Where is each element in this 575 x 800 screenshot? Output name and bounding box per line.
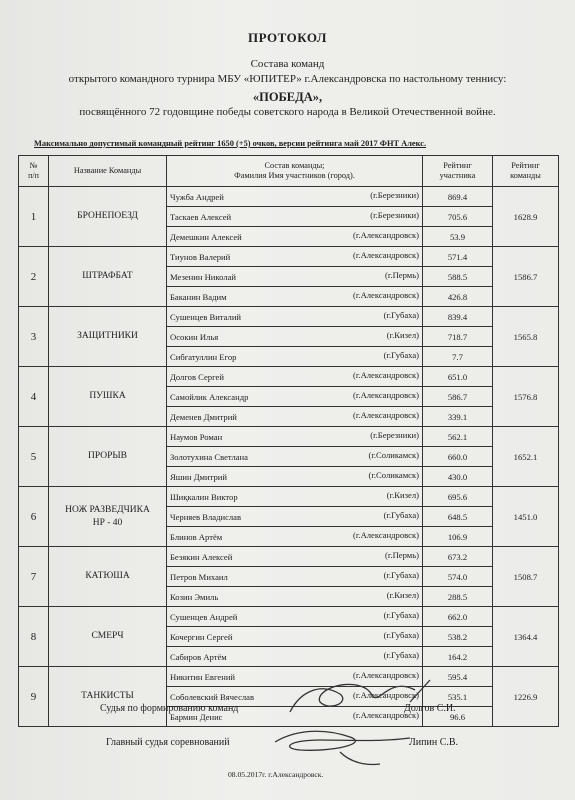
player-cell — [167, 567, 423, 587]
judge2-name: Липин С.В. — [409, 737, 459, 748]
player-city: (г.Александровск) — [353, 710, 419, 720]
player-name: Деменев Дмитрий — [170, 411, 237, 422]
player-cell — [167, 587, 423, 607]
player-cell — [167, 187, 423, 207]
player-cell — [167, 547, 423, 567]
player-cell — [167, 207, 423, 227]
player-name: Сибгатуллин Егор — [170, 351, 237, 362]
player-name: Долгов Сергей — [170, 371, 224, 382]
table-row — [19, 307, 559, 327]
player-cell — [167, 307, 423, 327]
player-cell — [167, 447, 423, 467]
team-number: 9 — [19, 667, 49, 727]
player-name: Мезенин Николай — [170, 271, 237, 282]
header-rating: Рейтинг участника — [423, 156, 493, 187]
tournament-line: открытого командного турнира МБУ «ЮПИТЕР» г.Александровска по настольному теннису: — [68, 73, 507, 85]
signature-1-icon — [280, 672, 450, 722]
player-name: Петров Михаил — [170, 571, 228, 582]
player-cell — [167, 267, 423, 287]
player-rating: 426.8 — [423, 287, 493, 307]
player-name: Шиқкалин Виктор — [170, 491, 238, 502]
player-name: Блинов Артём — [170, 531, 223, 542]
player-city: (г.Александровск) — [353, 690, 419, 700]
tournament-name: «ПОБЕДА», — [252, 90, 323, 104]
team-rating: 1508.7 — [493, 547, 559, 607]
player-rating: 562.1 — [423, 427, 493, 447]
player-name: Безякин Алексей — [170, 551, 233, 562]
judge1-label: Судья по формированию команд — [100, 703, 239, 714]
player-city: (г.Губаха) — [383, 510, 419, 520]
player-rating: 662.0 — [423, 607, 493, 627]
player-name: Чужба Андрей — [170, 191, 224, 202]
table-row — [19, 487, 559, 507]
header-team: Название Команды — [49, 156, 167, 187]
player-name: Кочергин Сергей — [170, 631, 233, 642]
player-city: (г.Пермь) — [385, 270, 419, 280]
player-rating: 339.1 — [423, 407, 493, 427]
signature-2-icon — [270, 722, 420, 770]
player-city: (г.Губаха) — [383, 350, 419, 360]
table-row — [19, 427, 559, 447]
player-rating: 695.6 — [423, 487, 493, 507]
player-cell — [167, 507, 423, 527]
player-city: (г.Александровск) — [353, 390, 419, 400]
subtitle-line: Состава команд — [250, 58, 325, 70]
player-name: Таскаев Алексей — [170, 211, 232, 222]
player-city: (г.Березники) — [370, 190, 419, 200]
player-rating: 164.2 — [423, 647, 493, 667]
team-rating: 1364.4 — [493, 607, 559, 667]
header-team-rating: Рейтинг команды — [493, 156, 559, 187]
team-rating: 1576.8 — [493, 367, 559, 427]
player-name: Золотухина Светлана — [170, 451, 248, 462]
rating-note: Максимально допустимый командный рейтинг 1650 (+5) очков, версии рейтинга май 2017 ФНТ Алекс. — [34, 139, 427, 148]
player-rating: 595.4 — [423, 667, 493, 687]
player-cell — [167, 367, 423, 387]
player-name: Яшин Дмитрий — [170, 471, 227, 482]
table-row — [19, 607, 559, 627]
player-cell — [167, 327, 423, 347]
player-rating: 869.4 — [423, 187, 493, 207]
document-title: ПРОТОКОЛ — [248, 30, 327, 45]
player-city: (г.Губаха) — [383, 310, 419, 320]
team-name: ТАНКИСТЫ — [49, 667, 167, 727]
player-city: (г.Александровск) — [353, 370, 419, 380]
player-cell — [167, 287, 423, 307]
player-city: (г.Александровск) — [353, 410, 419, 420]
judge2-label: Главный судья соревнований — [106, 737, 230, 748]
table-row — [19, 367, 559, 387]
player-rating: 718.7 — [423, 327, 493, 347]
team-rating: 1565.8 — [493, 307, 559, 367]
team-number: 5 — [19, 427, 49, 487]
player-cell — [167, 487, 423, 507]
player-name: Сабиров Артём — [170, 651, 227, 662]
player-rating: 574.0 — [423, 567, 493, 587]
player-name: Бармин Денис — [170, 711, 223, 722]
player-name: Никитин Евгений — [170, 671, 236, 682]
player-cell — [167, 627, 423, 647]
player-cell — [167, 467, 423, 487]
player-city: (г.Кизел) — [386, 590, 419, 600]
player-city: (г.Александровск) — [353, 670, 419, 680]
dedication-line: посвящённого 72 годовщине победы советского народа в Великой Отечественной войне. — [79, 106, 496, 118]
player-name: Козин Эмиль — [170, 591, 219, 602]
player-name: Наумов Роман — [170, 431, 223, 442]
team-rating: 1652.1 — [493, 427, 559, 487]
player-rating: 705.6 — [423, 207, 493, 227]
player-city: (г.Александровск) — [353, 530, 419, 540]
player-cell — [167, 407, 423, 427]
player-name: Сушенцев Андрей — [170, 611, 238, 622]
player-rating: 839.4 — [423, 307, 493, 327]
player-name: Демешкин Алексей — [170, 231, 242, 242]
player-city: (г.Александровск) — [353, 250, 419, 260]
team-number: 4 — [19, 367, 49, 427]
team-name: ПРОРЫВ — [49, 427, 167, 487]
team-name: БРОНЕПОЕЗД — [49, 187, 167, 247]
team-number: 6 — [19, 487, 49, 547]
player-city: (г.Пермь) — [385, 550, 419, 560]
player-city: (г.Березники) — [370, 430, 419, 440]
player-rating: 673.2 — [423, 547, 493, 567]
player-name: Тиунов Валерий — [170, 251, 231, 262]
player-city: (г.Губаха) — [383, 630, 419, 640]
player-rating: 588.5 — [423, 267, 493, 287]
player-cell — [167, 227, 423, 247]
table-row — [19, 247, 559, 267]
player-rating: 571.4 — [423, 247, 493, 267]
player-name: Осокин Илья — [170, 331, 219, 342]
player-rating: 651.0 — [423, 367, 493, 387]
player-city: (г.Губаха) — [383, 650, 419, 660]
footer-date: 08.05.2017г. г.Александровск. — [228, 770, 324, 779]
player-city: (г.Александровск) — [353, 290, 419, 300]
team-name: ПУШКА — [49, 367, 167, 427]
header-roster: Состав команды; Фамилия Имя участников (город). — [167, 156, 423, 187]
player-city: (г.Кизел) — [386, 490, 419, 500]
player-cell — [167, 427, 423, 447]
player-cell — [167, 247, 423, 267]
table-row — [19, 187, 559, 207]
team-name: НОЖ РАЗВЕДЧИКА НР - 40 — [49, 487, 167, 547]
team-name: ЗАЩИТНИКИ — [49, 307, 167, 367]
player-rating: 53.9 — [423, 227, 493, 247]
player-name: Соболевский Вячеслав — [170, 691, 255, 702]
team-number: 7 — [19, 547, 49, 607]
roster-table — [18, 155, 559, 727]
table-row — [19, 547, 559, 567]
table-header-row — [19, 156, 559, 187]
player-rating: 535.1 — [423, 687, 493, 707]
player-city: (г.Губаха) — [383, 570, 419, 580]
team-name: СМЕРЧ — [49, 607, 167, 667]
player-rating: 538.2 — [423, 627, 493, 647]
player-cell — [167, 647, 423, 667]
team-rating: 1628.9 — [493, 187, 559, 247]
player-name: Самойлик Александр — [170, 391, 249, 402]
player-cell — [167, 347, 423, 367]
team-number: 8 — [19, 607, 49, 667]
player-rating: 288.5 — [423, 587, 493, 607]
player-rating: 430.0 — [423, 467, 493, 487]
player-city: (г.Губаха) — [383, 610, 419, 620]
player-city: (г.Березники) — [370, 210, 419, 220]
player-rating: 648.5 — [423, 507, 493, 527]
team-rating: 1451.0 — [493, 487, 559, 547]
team-number: 2 — [19, 247, 49, 307]
team-number: 1 — [19, 187, 49, 247]
player-city: (г.Соликамск) — [368, 450, 419, 460]
player-city: (г.Кизел) — [386, 330, 419, 340]
player-name: Черняев Владислав — [170, 511, 242, 522]
player-rating: 106.9 — [423, 527, 493, 547]
player-cell — [167, 387, 423, 407]
player-rating: 96.6 — [423, 707, 493, 727]
player-rating: 7.7 — [423, 347, 493, 367]
team-number: 3 — [19, 307, 49, 367]
header-num: № п/п — [19, 156, 49, 187]
player-city: (г.Александровск) — [353, 230, 419, 240]
team-name: ШТРАФБАТ — [49, 247, 167, 307]
player-cell — [167, 527, 423, 547]
player-city: (г.Соликамск) — [368, 470, 419, 480]
team-name: КАТЮША — [49, 547, 167, 607]
player-rating: 586.7 — [423, 387, 493, 407]
player-name: Сушенцев Виталий — [170, 311, 242, 322]
judge1-name: Долгов С.И. — [404, 703, 456, 714]
player-rating: 660.0 — [423, 447, 493, 467]
team-rating: 1586.7 — [493, 247, 559, 307]
player-name: Баканин Вадим — [170, 291, 227, 302]
player-cell — [167, 607, 423, 627]
team-rating: 1226.9 — [493, 667, 559, 727]
